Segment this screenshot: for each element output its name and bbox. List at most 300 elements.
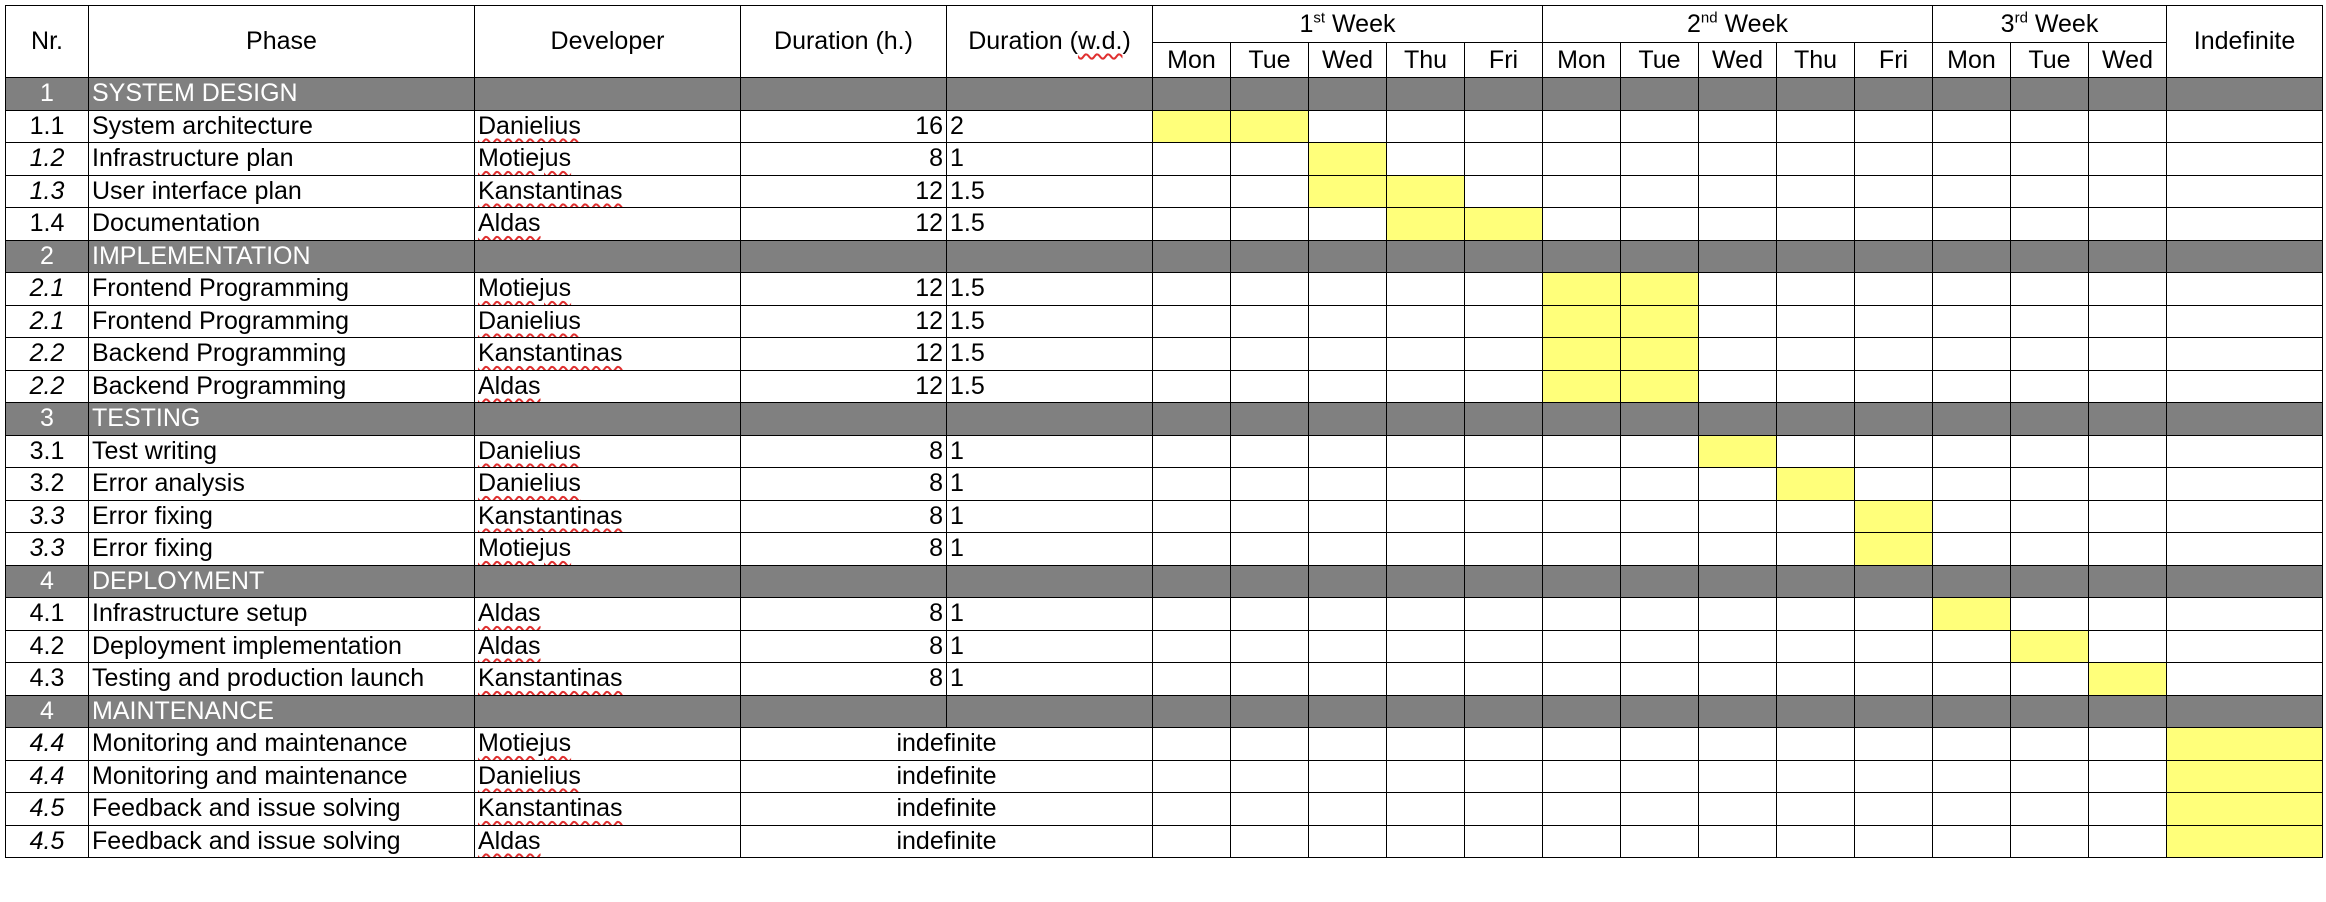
section-title-cell[interactable]: SYSTEM DESIGN: [89, 78, 475, 111]
gantt-day-cell[interactable]: [1231, 273, 1309, 306]
gantt-day-cell[interactable]: [1153, 663, 1231, 696]
gantt-day-cell[interactable]: [2011, 370, 2089, 403]
gantt-day-cell[interactable]: [1699, 143, 1777, 176]
gantt-indefinite-cell[interactable]: [2167, 175, 2323, 208]
section-filler-cell[interactable]: [1543, 240, 1621, 273]
gantt-day-cell[interactable]: [2089, 468, 2167, 501]
gantt-day-cell[interactable]: [1621, 663, 1699, 696]
gantt-day-cell[interactable]: [1855, 630, 1933, 663]
gantt-day-cell[interactable]: [2011, 500, 2089, 533]
gantt-day-cell[interactable]: [1621, 533, 1699, 566]
gantt-day-cell[interactable]: [1777, 500, 1855, 533]
task-phase-cell[interactable]: User interface plan: [89, 175, 475, 208]
gantt-day-cell[interactable]: [1231, 728, 1309, 761]
gantt-day-cell[interactable]: [1309, 630, 1387, 663]
gantt-bar-cell[interactable]: [1465, 208, 1543, 241]
gantt-day-cell[interactable]: [1621, 598, 1699, 631]
gantt-day-cell[interactable]: [2089, 598, 2167, 631]
gantt-day-cell[interactable]: [1465, 793, 1543, 826]
gantt-day-cell[interactable]: [1777, 143, 1855, 176]
gantt-day-cell[interactable]: [1699, 500, 1777, 533]
gantt-day-cell[interactable]: [1387, 630, 1465, 663]
gantt-day-cell[interactable]: [1621, 175, 1699, 208]
section-filler-cell[interactable]: [1231, 240, 1309, 273]
gantt-day-cell[interactable]: [2011, 533, 2089, 566]
gantt-day-cell[interactable]: [1933, 663, 2011, 696]
gantt-day-cell[interactable]: [1855, 273, 1933, 306]
gantt-day-cell[interactable]: [1543, 533, 1621, 566]
task-duration-workdays-cell[interactable]: 1: [947, 143, 1153, 176]
task-developer-cell[interactable]: [475, 143, 741, 176]
gantt-day-cell[interactable]: [1699, 728, 1777, 761]
header-day[interactable]: Tue: [2011, 43, 2089, 78]
gantt-day-cell[interactable]: [1465, 435, 1543, 468]
section-filler-cell[interactable]: [2167, 240, 2323, 273]
section-filler-cell[interactable]: [1309, 403, 1387, 436]
task-developer-cell[interactable]: [475, 500, 741, 533]
gantt-day-cell[interactable]: [1933, 760, 2011, 793]
gantt-day-cell[interactable]: [1231, 500, 1309, 533]
gantt-day-cell[interactable]: [1777, 273, 1855, 306]
gantt-day-cell[interactable]: [1543, 630, 1621, 663]
gantt-bar-cell[interactable]: [1309, 143, 1387, 176]
task-duration-hours-cell[interactable]: 12: [741, 175, 947, 208]
gantt-day-cell[interactable]: [1777, 338, 1855, 371]
header-week-1[interactable]: [1153, 6, 1543, 43]
gantt-day-cell[interactable]: [1153, 208, 1231, 241]
section-nr-cell[interactable]: 4: [6, 695, 89, 728]
gantt-day-cell[interactable]: [2089, 370, 2167, 403]
header-day[interactable]: Thu: [1387, 43, 1465, 78]
gantt-indefinite-cell[interactable]: [2167, 533, 2323, 566]
gantt-day-cell[interactable]: [1153, 175, 1231, 208]
task-duration-workdays-cell[interactable]: 1: [947, 663, 1153, 696]
section-filler-cell[interactable]: [1699, 695, 1777, 728]
gantt-day-cell[interactable]: [1465, 338, 1543, 371]
gantt-bar-cell[interactable]: [1621, 305, 1699, 338]
task-developer-cell[interactable]: [475, 273, 741, 306]
gantt-day-cell[interactable]: [1777, 663, 1855, 696]
gantt-day-cell[interactable]: [1699, 175, 1777, 208]
section-filler-cell[interactable]: [2167, 565, 2323, 598]
section-filler-cell[interactable]: [1699, 403, 1777, 436]
task-duration-hours-cell[interactable]: 8: [741, 468, 947, 501]
section-title-cell[interactable]: DEPLOYMENT: [89, 565, 475, 598]
gantt-bar-cell[interactable]: [1153, 110, 1231, 143]
task-duration-hours-cell[interactable]: 8: [741, 500, 947, 533]
section-filler-cell[interactable]: [1231, 78, 1309, 111]
header-phase[interactable]: Phase: [89, 6, 475, 78]
gantt-day-cell[interactable]: [1855, 760, 1933, 793]
section-title-cell[interactable]: TESTING: [89, 403, 475, 436]
gantt-day-cell[interactable]: [1543, 760, 1621, 793]
gantt-day-cell[interactable]: [1699, 370, 1777, 403]
gantt-day-cell[interactable]: [1387, 435, 1465, 468]
gantt-day-cell[interactable]: [2089, 143, 2167, 176]
gantt-day-cell[interactable]: [2011, 468, 2089, 501]
task-developer-cell[interactable]: [475, 533, 741, 566]
task-duration-hours-cell[interactable]: 8: [741, 533, 947, 566]
gantt-day-cell[interactable]: [1309, 338, 1387, 371]
header-day[interactable]: Wed: [2089, 43, 2167, 78]
section-filler-cell[interactable]: [947, 565, 1153, 598]
gantt-day-cell[interactable]: [1387, 793, 1465, 826]
task-phase-cell[interactable]: Testing and production launch: [89, 663, 475, 696]
gantt-day-cell[interactable]: [1543, 435, 1621, 468]
gantt-day-cell[interactable]: [2089, 533, 2167, 566]
task-developer-cell[interactable]: [475, 468, 741, 501]
task-phase-cell[interactable]: Error analysis: [89, 468, 475, 501]
header-duration-hours[interactable]: Duration (h.): [741, 6, 947, 78]
section-filler-cell[interactable]: [1621, 403, 1699, 436]
gantt-day-cell[interactable]: [1309, 500, 1387, 533]
section-filler-cell[interactable]: [1855, 565, 1933, 598]
gantt-day-cell[interactable]: [2089, 728, 2167, 761]
gantt-bar-cell[interactable]: [1699, 435, 1777, 468]
gantt-day-cell[interactable]: [2011, 143, 2089, 176]
section-filler-cell[interactable]: [1465, 565, 1543, 598]
gantt-day-cell[interactable]: [2011, 598, 2089, 631]
gantt-day-cell[interactable]: [1543, 175, 1621, 208]
gantt-day-cell[interactable]: [1153, 598, 1231, 631]
gantt-day-cell[interactable]: [2089, 825, 2167, 858]
section-filler-cell[interactable]: [1699, 565, 1777, 598]
gantt-day-cell[interactable]: [1231, 435, 1309, 468]
task-nr-cell[interactable]: 2.1: [6, 305, 89, 338]
task-duration-workdays-cell[interactable]: 1: [947, 630, 1153, 663]
task-duration-hours-cell[interactable]: 12: [741, 208, 947, 241]
gantt-day-cell[interactable]: [1153, 825, 1231, 858]
task-duration-hours-cell[interactable]: 8: [741, 598, 947, 631]
gantt-day-cell[interactable]: [1933, 305, 2011, 338]
gantt-day-cell[interactable]: [1465, 468, 1543, 501]
task-phase-cell[interactable]: Frontend Programming: [89, 273, 475, 306]
gantt-day-cell[interactable]: [1621, 793, 1699, 826]
section-filler-cell[interactable]: [947, 403, 1153, 436]
gantt-day-cell[interactable]: [1855, 143, 1933, 176]
gantt-day-cell[interactable]: [1231, 663, 1309, 696]
gantt-day-cell[interactable]: [2089, 435, 2167, 468]
section-filler-cell[interactable]: [1543, 78, 1621, 111]
gantt-day-cell[interactable]: [1699, 793, 1777, 826]
section-filler-cell[interactable]: [1387, 240, 1465, 273]
section-filler-cell[interactable]: [1153, 240, 1231, 273]
task-nr-cell[interactable]: 4.2: [6, 630, 89, 663]
gantt-day-cell[interactable]: [1855, 663, 1933, 696]
gantt-day-cell[interactable]: [1543, 468, 1621, 501]
gantt-day-cell[interactable]: [1621, 825, 1699, 858]
gantt-day-cell[interactable]: [2011, 728, 2089, 761]
gantt-day-cell[interactable]: [1387, 370, 1465, 403]
section-filler-cell[interactable]: [2089, 695, 2167, 728]
task-nr-cell[interactable]: 1.1: [6, 110, 89, 143]
gantt-day-cell[interactable]: [1309, 663, 1387, 696]
section-filler-cell[interactable]: [741, 240, 947, 273]
gantt-day-cell[interactable]: [1777, 760, 1855, 793]
gantt-day-cell[interactable]: [1543, 208, 1621, 241]
gantt-day-cell[interactable]: [1309, 598, 1387, 631]
gantt-day-cell[interactable]: [1855, 305, 1933, 338]
task-nr-cell[interactable]: 4.3: [6, 663, 89, 696]
gantt-day-cell[interactable]: [1621, 208, 1699, 241]
gantt-day-cell[interactable]: [1309, 825, 1387, 858]
gantt-day-cell[interactable]: [2011, 338, 2089, 371]
gantt-day-cell[interactable]: [1387, 663, 1465, 696]
gantt-day-cell[interactable]: [1231, 760, 1309, 793]
header-day[interactable]: Mon: [1153, 43, 1231, 78]
section-filler-cell[interactable]: [1543, 695, 1621, 728]
gantt-day-cell[interactable]: [2011, 110, 2089, 143]
gantt-day-cell[interactable]: [1153, 728, 1231, 761]
gantt-day-cell[interactable]: [1933, 728, 2011, 761]
section-filler-cell[interactable]: [1777, 565, 1855, 598]
header-day[interactable]: Thu: [1777, 43, 1855, 78]
gantt-day-cell[interactable]: [1855, 598, 1933, 631]
gantt-indefinite-cell[interactable]: [2167, 143, 2323, 176]
task-duration-workdays-cell[interactable]: 1: [947, 598, 1153, 631]
gantt-day-cell[interactable]: [1309, 533, 1387, 566]
section-filler-cell[interactable]: [2011, 565, 2089, 598]
section-filler-cell[interactable]: [475, 240, 741, 273]
section-filler-cell[interactable]: [1387, 565, 1465, 598]
gantt-bar-cell[interactable]: [1777, 468, 1855, 501]
gantt-day-cell[interactable]: [1543, 793, 1621, 826]
task-nr-cell[interactable]: 4.5: [6, 825, 89, 858]
gantt-bar-cell[interactable]: [2011, 630, 2089, 663]
gantt-day-cell[interactable]: [1387, 305, 1465, 338]
gantt-day-cell[interactable]: [1231, 208, 1309, 241]
section-filler-cell[interactable]: [1465, 78, 1543, 111]
section-filler-cell[interactable]: [1621, 240, 1699, 273]
gantt-day-cell[interactable]: [1855, 825, 1933, 858]
section-filler-cell[interactable]: [1855, 78, 1933, 111]
section-filler-cell[interactable]: [1153, 78, 1231, 111]
section-filler-cell[interactable]: [1621, 78, 1699, 111]
gantt-day-cell[interactable]: [1465, 760, 1543, 793]
gantt-day-cell[interactable]: [1387, 760, 1465, 793]
task-developer-cell[interactable]: [475, 630, 741, 663]
gantt-day-cell[interactable]: [1855, 338, 1933, 371]
section-filler-cell[interactable]: [1309, 78, 1387, 111]
gantt-day-cell[interactable]: [1699, 338, 1777, 371]
section-filler-cell[interactable]: [1699, 240, 1777, 273]
gantt-day-cell[interactable]: [1231, 468, 1309, 501]
gantt-day-cell[interactable]: [1465, 500, 1543, 533]
gantt-indefinite-cell[interactable]: [2167, 110, 2323, 143]
section-filler-cell[interactable]: [1387, 695, 1465, 728]
section-filler-cell[interactable]: [2167, 78, 2323, 111]
gantt-day-cell[interactable]: [1387, 598, 1465, 631]
section-filler-cell[interactable]: [2089, 403, 2167, 436]
header-day[interactable]: Wed: [1309, 43, 1387, 78]
gantt-day-cell[interactable]: [1387, 728, 1465, 761]
gantt-day-cell[interactable]: [2089, 110, 2167, 143]
task-nr-cell[interactable]: 1.3: [6, 175, 89, 208]
section-filler-cell[interactable]: [2011, 240, 2089, 273]
section-title-cell[interactable]: IMPLEMENTATION: [89, 240, 475, 273]
gantt-bar-cell[interactable]: [1543, 338, 1621, 371]
section-filler-cell[interactable]: [1387, 78, 1465, 111]
section-filler-cell[interactable]: [1855, 403, 1933, 436]
gantt-day-cell[interactable]: [1777, 533, 1855, 566]
gantt-day-cell[interactable]: [1387, 110, 1465, 143]
gantt-day-cell[interactable]: [1933, 208, 2011, 241]
gantt-day-cell[interactable]: [1465, 533, 1543, 566]
gantt-day-cell[interactable]: [1777, 435, 1855, 468]
gantt-day-cell[interactable]: [1465, 305, 1543, 338]
header-nr[interactable]: Nr.: [6, 6, 89, 78]
gantt-bar-cell[interactable]: [1543, 370, 1621, 403]
gantt-day-cell[interactable]: [1387, 143, 1465, 176]
gantt-day-cell[interactable]: [1465, 728, 1543, 761]
section-nr-cell[interactable]: 2: [6, 240, 89, 273]
gantt-day-cell[interactable]: [1309, 305, 1387, 338]
gantt-day-cell[interactable]: [1933, 500, 2011, 533]
gantt-day-cell[interactable]: [1465, 598, 1543, 631]
gantt-indefinite-cell[interactable]: [2167, 500, 2323, 533]
gantt-day-cell[interactable]: [1309, 468, 1387, 501]
gantt-day-cell[interactable]: [1231, 143, 1309, 176]
gantt-day-cell[interactable]: [1153, 793, 1231, 826]
header-developer[interactable]: Developer: [475, 6, 741, 78]
gantt-day-cell[interactable]: [1621, 728, 1699, 761]
gantt-day-cell[interactable]: [1777, 630, 1855, 663]
gantt-indefinite-cell[interactable]: [2167, 338, 2323, 371]
gantt-day-cell[interactable]: [1933, 533, 2011, 566]
task-phase-cell[interactable]: System architecture: [89, 110, 475, 143]
gantt-day-cell[interactable]: [1309, 110, 1387, 143]
task-nr-cell[interactable]: 3.3: [6, 500, 89, 533]
section-title-cell[interactable]: MAINTENANCE: [89, 695, 475, 728]
section-filler-cell[interactable]: [2011, 403, 2089, 436]
header-duration-workdays[interactable]: [947, 6, 1153, 78]
gantt-day-cell[interactable]: [1465, 175, 1543, 208]
header-day[interactable]: Fri: [1855, 43, 1933, 78]
gantt-day-cell[interactable]: [1855, 728, 1933, 761]
task-duration-hours-cell[interactable]: 12: [741, 370, 947, 403]
task-nr-cell[interactable]: 4.1: [6, 598, 89, 631]
gantt-day-cell[interactable]: [1231, 533, 1309, 566]
gantt-day-cell[interactable]: [1231, 175, 1309, 208]
gantt-day-cell[interactable]: [1933, 175, 2011, 208]
gantt-day-cell[interactable]: [1543, 110, 1621, 143]
task-nr-cell[interactable]: 2.2: [6, 338, 89, 371]
section-filler-cell[interactable]: [1153, 695, 1231, 728]
gantt-day-cell[interactable]: [1387, 273, 1465, 306]
gantt-day-cell[interactable]: [1777, 825, 1855, 858]
gantt-day-cell[interactable]: [1621, 435, 1699, 468]
section-filler-cell[interactable]: [1933, 695, 2011, 728]
gantt-day-cell[interactable]: [2011, 305, 2089, 338]
gantt-day-cell[interactable]: [1309, 793, 1387, 826]
gantt-day-cell[interactable]: [1465, 663, 1543, 696]
section-filler-cell[interactable]: [741, 565, 947, 598]
gantt-indefinite-cell[interactable]: [2167, 630, 2323, 663]
gantt-bar-cell[interactable]: [1543, 305, 1621, 338]
gantt-day-cell[interactable]: [1777, 110, 1855, 143]
task-duration-workdays-cell[interactable]: 1.5: [947, 305, 1153, 338]
header-day[interactable]: Wed: [1699, 43, 1777, 78]
section-filler-cell[interactable]: [1777, 403, 1855, 436]
gantt-day-cell[interactable]: [1231, 338, 1309, 371]
gantt-day-cell[interactable]: [1387, 825, 1465, 858]
task-nr-cell[interactable]: 2.2: [6, 370, 89, 403]
gantt-day-cell[interactable]: [1465, 825, 1543, 858]
section-filler-cell[interactable]: [1231, 403, 1309, 436]
gantt-indefinite-bar-cell[interactable]: [2167, 825, 2323, 858]
section-filler-cell[interactable]: [1933, 240, 2011, 273]
header-day[interactable]: Tue: [1621, 43, 1699, 78]
gantt-day-cell[interactable]: [1387, 468, 1465, 501]
section-filler-cell[interactable]: [1309, 695, 1387, 728]
task-phase-cell[interactable]: Infrastructure setup: [89, 598, 475, 631]
section-filler-cell[interactable]: [1855, 240, 1933, 273]
task-nr-cell[interactable]: 3.1: [6, 435, 89, 468]
section-nr-cell[interactable]: 3: [6, 403, 89, 436]
task-developer-cell[interactable]: [475, 728, 741, 761]
task-duration-workdays-cell[interactable]: 1: [947, 435, 1153, 468]
task-duration-cell[interactable]: indefinite: [741, 760, 1153, 793]
section-filler-cell[interactable]: [741, 695, 947, 728]
section-nr-cell[interactable]: 1: [6, 78, 89, 111]
gantt-day-cell[interactable]: [1855, 468, 1933, 501]
task-developer-cell[interactable]: [475, 370, 741, 403]
task-duration-hours-cell[interactable]: 8: [741, 435, 947, 468]
gantt-day-cell[interactable]: [1309, 760, 1387, 793]
gantt-day-cell[interactable]: [1621, 500, 1699, 533]
task-duration-workdays-cell[interactable]: 1.5: [947, 175, 1153, 208]
gantt-bar-cell[interactable]: [2089, 663, 2167, 696]
gantt-day-cell[interactable]: [2089, 500, 2167, 533]
header-indefinite[interactable]: Indefinite: [2167, 6, 2323, 78]
task-nr-cell[interactable]: 4.5: [6, 793, 89, 826]
gantt-day-cell[interactable]: [1933, 435, 2011, 468]
section-filler-cell[interactable]: [1309, 240, 1387, 273]
gantt-day-cell[interactable]: [1621, 630, 1699, 663]
section-filler-cell[interactable]: [1153, 565, 1231, 598]
gantt-day-cell[interactable]: [1933, 143, 2011, 176]
task-phase-cell[interactable]: Error fixing: [89, 500, 475, 533]
gantt-day-cell[interactable]: [1855, 435, 1933, 468]
section-filler-cell[interactable]: [1465, 403, 1543, 436]
gantt-day-cell[interactable]: [1933, 370, 2011, 403]
gantt-day-cell[interactable]: [1153, 500, 1231, 533]
gantt-day-cell[interactable]: [1699, 110, 1777, 143]
gantt-day-cell[interactable]: [1465, 630, 1543, 663]
section-filler-cell[interactable]: [2011, 695, 2089, 728]
gantt-day-cell[interactable]: [1699, 273, 1777, 306]
header-day[interactable]: Fri: [1465, 43, 1543, 78]
section-filler-cell[interactable]: [741, 403, 947, 436]
section-filler-cell[interactable]: [947, 78, 1153, 111]
task-phase-cell[interactable]: Backend Programming: [89, 338, 475, 371]
gantt-day-cell[interactable]: [2089, 760, 2167, 793]
gantt-day-cell[interactable]: [2011, 793, 2089, 826]
section-filler-cell[interactable]: [1777, 240, 1855, 273]
task-developer-cell[interactable]: [475, 208, 741, 241]
section-filler-cell[interactable]: [1621, 695, 1699, 728]
section-filler-cell[interactable]: [1309, 565, 1387, 598]
gantt-bar-cell[interactable]: [1621, 338, 1699, 371]
section-filler-cell[interactable]: [741, 78, 947, 111]
gantt-indefinite-bar-cell[interactable]: [2167, 728, 2323, 761]
gantt-day-cell[interactable]: [1777, 370, 1855, 403]
task-developer-cell[interactable]: [475, 175, 741, 208]
section-filler-cell[interactable]: [475, 78, 741, 111]
gantt-day-cell[interactable]: [1543, 598, 1621, 631]
gantt-day-cell[interactable]: [1777, 793, 1855, 826]
header-day[interactable]: Tue: [1231, 43, 1309, 78]
